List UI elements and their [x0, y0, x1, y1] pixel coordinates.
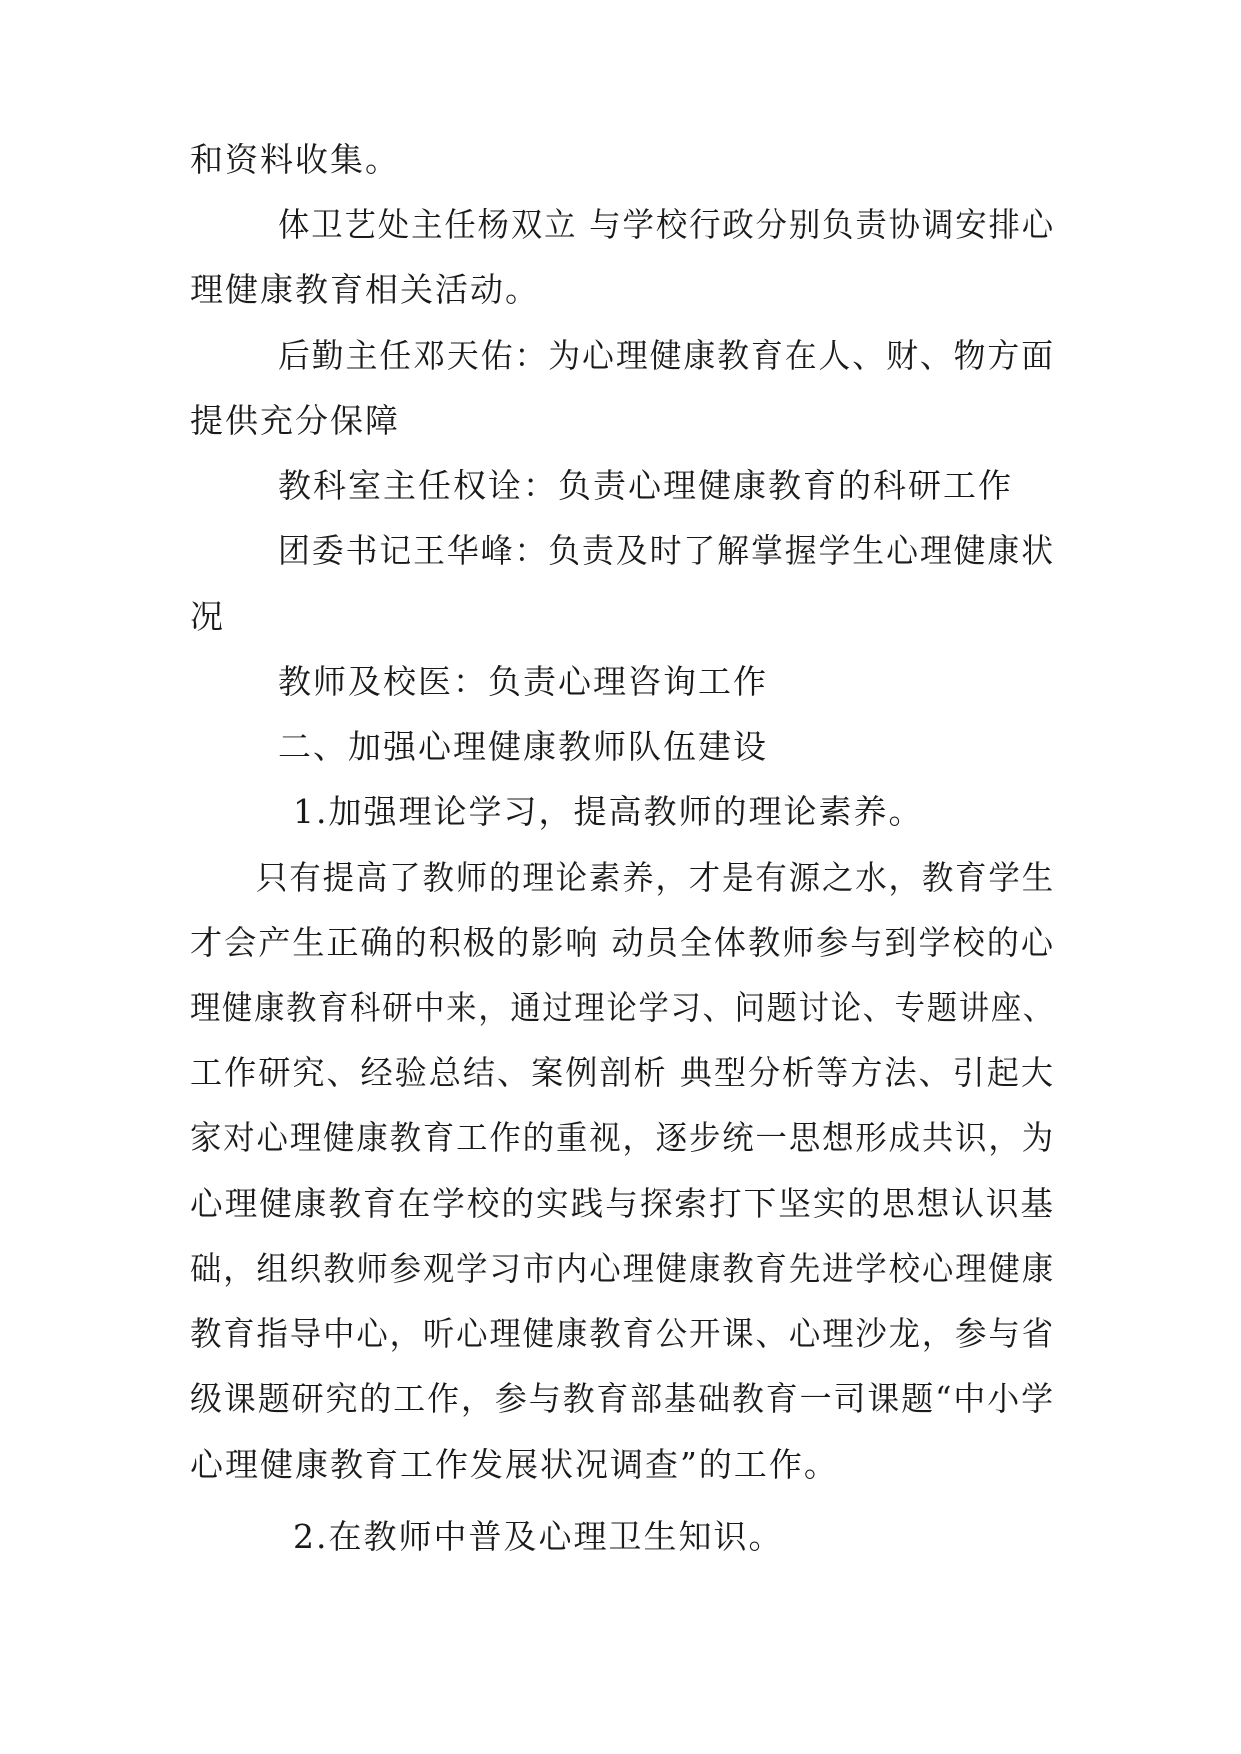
- line-text: 提供充分保障: [190, 401, 400, 440]
- text-line: [0, 265, 1241, 315]
- line-text: 只有提高了教师的理论素养，才是有源之水，教育学生: [256, 858, 1056, 897]
- text-line: [0, 1113, 1241, 1163]
- line-text: 团委书记王华峰：负责及时了解掌握学生心理健康状: [278, 531, 1055, 570]
- text-line: [0, 918, 1241, 968]
- subsection-heading: 2.在教师中普及心理卫生知识。: [293, 1517, 784, 1556]
- line-text: 工作研究、经验总结、案例剖析 典型分析等方法、引起大: [190, 1053, 1055, 1092]
- line-text: 础，组织教师参观学习市内心理健康教育先进学校心理健康: [190, 1249, 1055, 1288]
- text-line: [0, 396, 1241, 446]
- text-line: [0, 592, 1241, 642]
- line-text: 理健康教育科研中来，通过理论学习、问题讨论、专题讲座、: [190, 988, 1055, 1027]
- text-line: [0, 331, 1241, 381]
- line-text: 后勤主任邓天佑：为心理健康教育在人、财、物方面: [278, 336, 1055, 375]
- line-text: 教科室主任权诠：负责心理健康教育的科研工作: [278, 466, 1013, 505]
- line-text: 家对心理健康教育工作的重视，逐步统一思想形成共识，为: [190, 1118, 1055, 1157]
- line-text: 理健康教育相关活动。: [190, 270, 540, 309]
- line-text: 才会产生正确的积极的影响 动员全体教师参与到学校的心: [190, 923, 1055, 962]
- line-text: 教师及校医：负责心理咨询工作: [278, 662, 768, 701]
- text-line: [0, 1309, 1241, 1359]
- line-text: 心理健康教育在学校的实践与探索打下坚实的思想认识基: [190, 1184, 1056, 1223]
- text-line: [0, 135, 1241, 185]
- text-line: [0, 787, 1241, 837]
- subsection-heading: 1.加强理论学习，提高教师的理论素养。: [293, 792, 924, 831]
- text-line: [0, 461, 1241, 511]
- line-text: 级课题研究的工作，参与教育部基础教育一司课题“中小学: [190, 1379, 1056, 1418]
- text-line: [0, 657, 1241, 707]
- text-line: [0, 1179, 1241, 1229]
- line-text: 教育指导中心，听心理健康教育公开课、心理沙龙，参与省: [190, 1314, 1055, 1353]
- text-line: [0, 1048, 1241, 1098]
- line-text: 和资料收集。: [190, 140, 400, 179]
- text-line: [0, 1374, 1241, 1424]
- section-heading: 二、加强心理健康教师队伍建设: [278, 727, 768, 766]
- text-line: [0, 200, 1241, 250]
- line-text: 心理健康教育工作发展状况调查”的工作。: [190, 1445, 839, 1484]
- text-line: [0, 983, 1241, 1033]
- text-line: [0, 853, 1241, 903]
- text-line: [0, 722, 1241, 772]
- text-line: [0, 1440, 1241, 1490]
- line-text: 体卫艺处主任杨双立 与学校行政分别负责协调安排心: [278, 205, 1056, 244]
- text-line: [0, 1512, 1241, 1562]
- line-text: 况: [190, 597, 225, 636]
- text-line: [0, 1244, 1241, 1294]
- text-line: [0, 526, 1241, 576]
